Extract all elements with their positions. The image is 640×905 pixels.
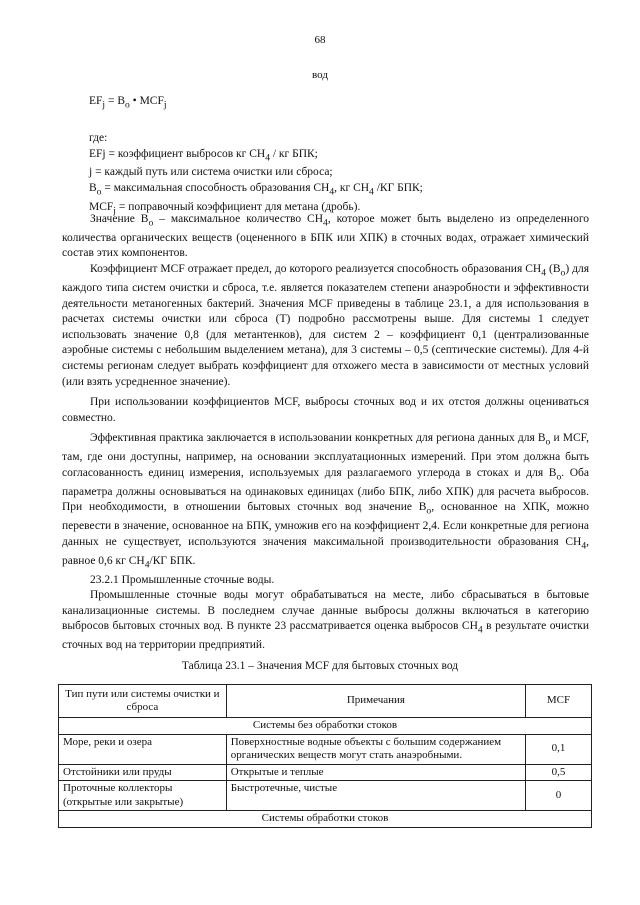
header-type: Тип пути или системы очистки и сброса: [59, 685, 227, 718]
paragraph: Эффективная практика заключается в использовании конкретных для региона данных для $B_o$ и MCF, там, где они доступны, например, на основании эксплуатационных измерений. При этом должна быть согласованность единиц измерения, используемых для разлагаемого углерода в стоках и для $B_o$. Оба параметра должны основываться на одинаковых единицах (либо БПК, либо ХПК) для расчета выбросов. При необходимости, в отношении бытовых сточных вод значение $B_o$, основанное на ХПК, можно перевести в значение, основанное на БПК, умножив его на коэффициент 2,4. Если конкретные для региона данных не существует, используются значения максимальной производительности образования $CH_4$, равное 0,6 кг $CH_4/КГ$ БПК.: [62, 432, 590, 570]
definition-item: EFj = коэффициент выбросов кг $CH_4$ / кг БПК;: [89, 147, 318, 163]
table-row: [59, 734, 592, 764]
definition-item: $B_o$ = максимальная способность образования $CH_4$, кг $CH_4$ /КГ БПК;: [89, 181, 423, 198]
paragraph: Значение $B_o$ – максимальное количество $CH_4$, которое может быть выделено из определенного количества органических веществ (оцененного в БПК или ХПК) в сточных водах, отражает химический состав этих компонентов.: [62, 213, 589, 260]
mcf-table: [58, 684, 592, 828]
table-row: [59, 781, 592, 811]
paragraph: Промышленные сточные воды могут обрабатываться на месте, либо сбрасываться в бытовые канализационные системы. В последнем случае данные выбросы должны включаться в категорию выбросов бытовых сточных вод. В пункте 23 рассматривается оценка выбросов $CH_4$ в результате очистки сточных вод на территории предприятий.: [62, 589, 589, 652]
paragraph: При использовании коэффициентов MCF, выбросы сточных вод и их отстоя должны оцениваться совместно.: [62, 396, 589, 424]
section-heading: 23.2.1 Промышленные сточные воды.: [90, 573, 275, 586]
formula: $EF_j = B_o$ • $MCF_j$: [89, 95, 167, 111]
definition-item: j = каждый путь или система очистки или сброса;: [89, 166, 333, 179]
cell-mcf: 0,5: [526, 764, 592, 781]
table-caption: Таблица 23.1 – Значения MCF для бытовых сточных вод: [181, 660, 459, 672]
header-mcf: MCF: [526, 685, 592, 718]
cell-mcf: 0,1: [526, 734, 592, 764]
cell-note: Поверхностные водные объекты с большим содержанием органических веществ могут стать анаэробными.: [226, 734, 525, 764]
section-label: Системы обработки стоков: [59, 811, 592, 828]
definition-item: $MCF_j$ = поправочный коэффициент для метана (дробь).: [89, 200, 361, 216]
paragraph: Коэффициент MCF отражает предел, до которого реализуется способность образования $CH_4$ $(B_o)$ для каждого типа систем очистки и сброса, т.е. является показателем степени анаэробности и эффективности деятельности метаногенных бактерий. Значения MCF приведены в таблице 23.1, а для использования в расчетах системы очистки или сброса (Т) подробно рассмотрены выше. Для системы 1 следует использовать значение 0,8 (для метантенков), для систем 2 – коэффициент 0,1 (централизованные аэробные системы с небольшим выделением метана), для 3 системы – 0,5 (септические системы). Для 4-й системы регионам следует выбрать коэффициент для отхожего места в зависимости от местных условий (или взять усредненное значение).: [62, 263, 590, 388]
header-notes: Примечания: [226, 685, 525, 718]
cell-mcf: 0: [526, 781, 592, 811]
cell-note: Быстротечные, чистые: [226, 781, 525, 811]
main-text: [62, 212, 589, 654]
table-header-row: [59, 685, 592, 718]
where-label: где:: [89, 132, 108, 144]
cell-note: Открытые и теплые: [226, 764, 525, 781]
cell-type: Море, реки и озера: [59, 734, 227, 764]
table-row: [59, 764, 592, 781]
definitions-list: [89, 131, 423, 218]
page-number: 68: [314, 34, 326, 46]
cell-type: Проточные коллекторы (открытые или закрытые): [59, 781, 227, 811]
cell-type: Отстойники или пруды: [59, 764, 227, 781]
table-section-row: [59, 811, 592, 828]
table-section-row: [59, 718, 592, 735]
header-word: вод: [312, 69, 328, 81]
section-label: Системы без обработки стоков: [59, 718, 592, 735]
